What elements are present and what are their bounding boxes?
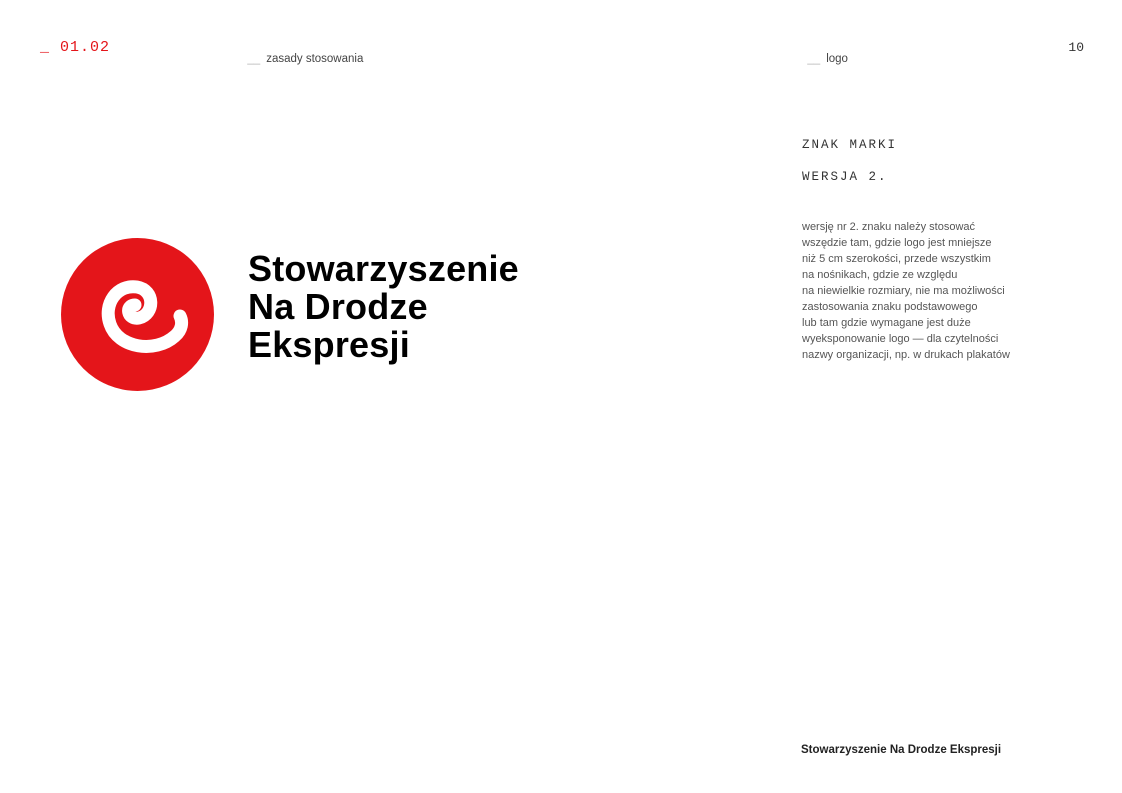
section-number: _ 01.02 [40, 39, 111, 56]
description-line: niż 5 cm szerokości, przede wszystkim [802, 253, 991, 265]
page-number: 10 [1068, 40, 1084, 55]
description-line: na nośnikach, gdzie ze względu [802, 269, 958, 281]
topic-label [801, 41, 848, 65]
brand-logo-mark [61, 238, 214, 391]
topic-dash: __ [807, 53, 821, 65]
description-line: na niewielkie rozmiary, nie ma możliwości [802, 285, 1005, 297]
footer-organization-name: Stowarzyszenie Na Drodze Ekspresji [801, 744, 1002, 756]
description-line: zastosowania znaku podstawowego [802, 301, 978, 313]
description-line: nazwy organizacji, np. w drukach plakatów [802, 349, 1010, 361]
description-line: lub tam gdzie wymagane jest duże [802, 317, 971, 329]
logo-wordmark [248, 250, 519, 364]
topic-text: logo [826, 53, 848, 65]
chapter-dash: __ [247, 53, 261, 65]
description-line: wszędzie tam, gdzie logo jest mniejsze [802, 237, 992, 249]
chapter-label [241, 41, 363, 65]
chapter-text: zasady stosowania [266, 53, 364, 65]
logo-name-line-2: Na Drodze [248, 286, 428, 327]
description-line: wersję nr 2. znaku należy stosować [802, 221, 976, 233]
version-heading: WERSJA 2. [802, 170, 888, 184]
logo-name-line-1: Stowarzyszenie [248, 248, 519, 289]
description-line: wyeksponowanie logo — dla czytelności [802, 333, 999, 345]
section-heading: ZNAK MARKI [802, 138, 898, 152]
usage-description [802, 219, 1052, 363]
logo-name-line-3: Ekspresji [248, 324, 410, 365]
